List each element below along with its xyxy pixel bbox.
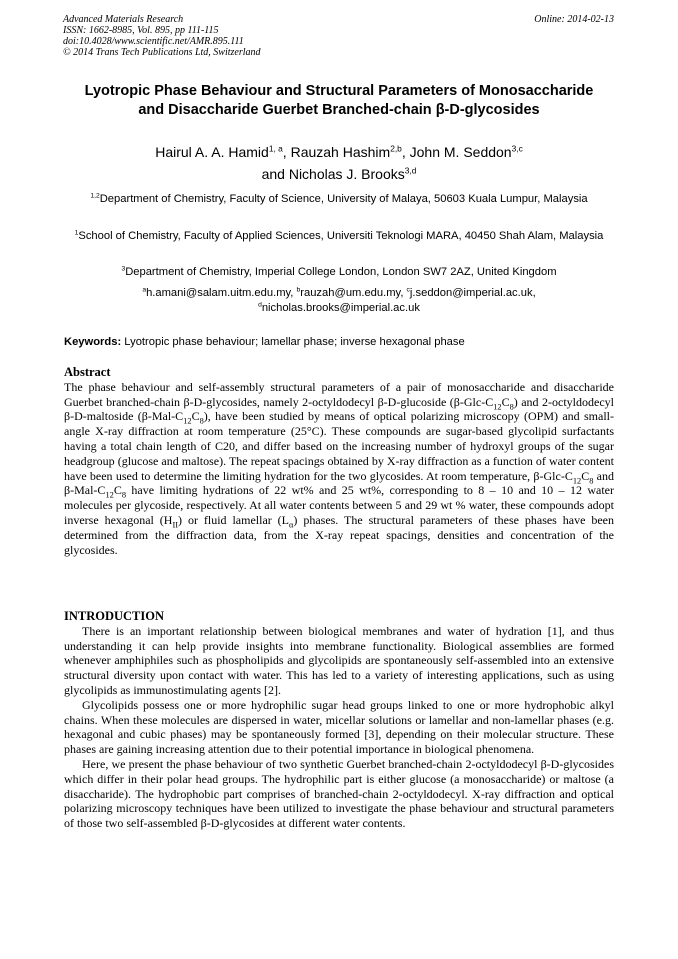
author-sup: 3,c: [511, 143, 523, 154]
author-conjunction: and: [261, 166, 285, 182]
issn: ISSN: 1662-8985, Vol. 895, pp 111-115: [63, 25, 219, 36]
abstract-heading: Abstract: [64, 365, 111, 379]
keywords: [64, 335, 614, 349]
author-name: Hairul A. A. Hamid: [155, 144, 269, 160]
journal-name: Advanced Materials Research: [63, 14, 184, 25]
affiliation: [64, 192, 614, 207]
author-name: Nicholas J. Brooks: [288, 166, 405, 182]
email-block: $^a$h.amani@salam.uitm.edu.my, $^b$rauzah@um.edu.my, $^c$j.seddon@imperial.ac.uk, $^d$nicholas.brooks@imperial.ac.uk: [142, 286, 536, 314]
author-name: John M. Seddon: [409, 144, 512, 160]
paragraph: Glycolipids possess one or more hydrophilic sugar head groups linked to one or more hydrophobic alkyl chains. When these molecules are dispersed in water, micellar solutions or lamellar and non-lamellar phases (e.g. hexagonal and cubic phases) may be spontaneously formed [3], depending on their molecular structure. These phases are gaining increasing attention due to their potential importance in biological phenomena.: [64, 697, 614, 757]
affiliation-text: Department of Chemistry, Faculty of Science, University of Malaya, 50603 Kuala Lumpur, Malaysia: [99, 193, 588, 205]
affiliation-text: Department of Chemistry, Imperial College London, London SW7 2AZ, United Kingdom: [125, 266, 557, 278]
author-name: Rauzah Hashim: [290, 144, 391, 160]
abstract-text: The phase behaviour and self-assembly structural parameters of a pair of monosaccharide and disaccharide Guerbet branched-chain β-D-glycosides, namely 2-octyldodecyl β-D-glucoside $(\beta-Glc-C_{12}C_8)$ and 2-octyldodecyl β-D-maltoside $(\beta-Mal-C_{12}C_8)$, have been studied by means of optical polarizing microscopy (OPM) and small-angle X-ray diffraction at room temperature (25°C). These compounds are sugar-based glycolipid surfactants having a total chain length of C20, and differ based on the increasing number of hydroxyl groups of the sugar headgroup (glucose and maltose). The repeat spacings obtained by X-ray diffraction as a function of water content have been used to determine the limiting hydration for the two glycosides. At room temperature, $\beta-Glc-C_{12}C_8$ and $\beta-Mal-C_{12}C_8$ have limiting hydrations of 22 wt% and 25 wt%, corresponding to 8 – 10 and 10 – 12 water molecules per glycoside, respectively. At all water contents between 5 and 29 wt % water, these compounds adopt inverse hexagonal $(H_{II})$ or fluid lamellar $(L_\alpha)$ phases. The structural parameters of these phases have been determined from the diffraction data, from the X-ray repeat spacings, densities and concentration of the glycosides.: [64, 379, 614, 557]
keywords-label: Keywords:: [64, 336, 122, 348]
paragraph: Here, we present the phase behaviour of two synthetic Guerbet branched-chain 2-octyldodecyl β-D-glycosides which differ in their polar head groups. The hydrophilic part is either glucose (a monosaccharide) or maltose (a disaccharide). The hydrophobic part comprises of branched-chain 2-octyldodecyl. X-ray diffraction and optical polarizing microscopy techniques have been utilized to investigate the phase behaviour and structural parameters of those two self-assembled β-D-glycosides at different water contents.: [64, 756, 614, 831]
affiliation-sup: 3: [121, 265, 126, 273]
journal-header: [63, 14, 614, 58]
email-link[interactable]: rauzah@um.edu.my,: [300, 287, 404, 299]
affiliation: [64, 265, 614, 280]
affiliation: [64, 229, 614, 244]
affiliation-text: School of Chemistry, Faculty of Applied Sciences, Universiti Teknologi MARA, 40450 Shah Alam, Malaysia: [78, 230, 604, 242]
author-list: Hairul A. A. Hamid$^{1, a}$, Rauzah Hashim$^{2,b}$, John M. Seddon$^{3,c}$ and Nicholas J. Brooks$^{3,d}$: [155, 143, 523, 182]
doi: doi:10.4028/www.scientific.net/AMR.895.111: [63, 36, 244, 47]
affiliation-sup: 1,2: [90, 192, 100, 200]
paragraph: There is an important relationship between biological membranes and water of hydration [1], and thus understanding it can help provide insights into membrane functionality. Biological assemblies are formed whenever amphiphiles such as phospholipids and glycolipids are spontaneously self-assembled into an extensive structural diversity upon contact with water. This has led to a variety of interesting applications, such as using glycolipids as immunostimulating agents [2].: [64, 623, 614, 697]
affiliation-sup: 1: [74, 229, 79, 237]
email-link[interactable]: h.amani@salam.uitm.edu.my,: [146, 287, 294, 299]
email-link[interactable]: nicholas.brooks@imperial.ac.uk: [261, 301, 420, 314]
author-sup: 2,b: [390, 143, 402, 154]
author-sup: 1, a: [268, 143, 283, 154]
abstract-section: [64, 365, 614, 557]
paper-title: Lyotropic Phase Behaviour and Structural Parameters of Monosaccharide and Disaccharide Guerbet Branched-chain β-D-glycosides: [84, 83, 594, 118]
copyright: © 2014 Trans Tech Publications Ltd, Switzerland: [63, 47, 261, 58]
author-sup: 3,d: [404, 165, 417, 176]
keywords-text: Lyotropic phase behaviour; lamellar phase; inverse hexagonal phase: [121, 336, 465, 348]
online-date: Online: 2014-02-13: [534, 14, 614, 25]
introduction-section: [64, 609, 614, 831]
email-link[interactable]: j.seddon@imperial.ac.uk,: [409, 287, 536, 299]
introduction-heading: INTRODUCTION: [64, 609, 165, 623]
